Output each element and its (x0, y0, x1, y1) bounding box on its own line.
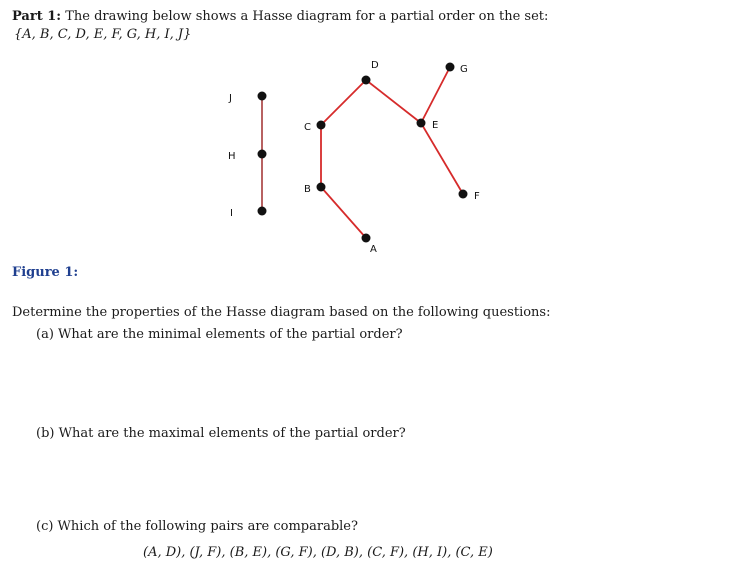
edge-d-e (366, 80, 421, 123)
question-c-pairs: (A, D), (J, F), (B, E), (G, F), (D, B), (C, F), (H, I), (C, E) (143, 545, 493, 560)
node-i (230, 207, 267, 220)
node-label-h: H (228, 151, 236, 162)
node-label-e: E (432, 120, 439, 131)
edge-d-c (321, 80, 366, 125)
node-b (304, 183, 326, 196)
node-dot-c (317, 121, 326, 130)
node-g (446, 63, 468, 76)
node-f (459, 190, 481, 203)
node-dot-i (258, 207, 267, 216)
node-dot-j (258, 92, 267, 101)
node-dot-b (317, 183, 326, 192)
set-notation: {A, B, C, D, E, F, G, H, I, J} (14, 27, 192, 42)
node-label-g: G (460, 64, 468, 75)
node-label-d: D (371, 60, 379, 71)
node-label-b: B (304, 184, 311, 195)
node-dot-h (258, 150, 267, 159)
part-label: Part 1: (12, 9, 62, 24)
node-dot-f (459, 190, 468, 199)
question-b: (b) What are the maximal elements of the partial order? (36, 426, 406, 441)
node-dot-a (362, 234, 371, 243)
node-d (362, 60, 380, 85)
hasse-edges (262, 67, 463, 238)
node-a (362, 234, 378, 256)
node-h (228, 150, 267, 163)
node-dot-g (446, 63, 455, 72)
node-dot-d (362, 76, 371, 85)
edge-e-f (421, 123, 463, 194)
node-label-c: C (304, 122, 311, 133)
figure-caption: Figure 1: (12, 265, 79, 280)
node-dot-e (417, 119, 426, 128)
node-j (228, 92, 267, 105)
edge-b-a (321, 187, 366, 238)
question-c: (c) Which of the following pairs are comparable? (36, 519, 358, 534)
question-a: (a) What are the minimal elements of the partial order? (36, 327, 403, 342)
node-label-f: F (474, 191, 480, 202)
node-label-j: J (229, 93, 232, 104)
node-e (417, 119, 439, 132)
node-label-a: A (370, 244, 377, 255)
node-c (304, 121, 326, 134)
edge-g-e (421, 67, 450, 123)
instructions: Determine the properties of the Hasse diagram based on the following questions: (12, 305, 551, 320)
part-intro: The drawing below shows a Hasse diagram for a partial order on the set: (65, 9, 549, 24)
node-label-i: I (230, 208, 233, 219)
